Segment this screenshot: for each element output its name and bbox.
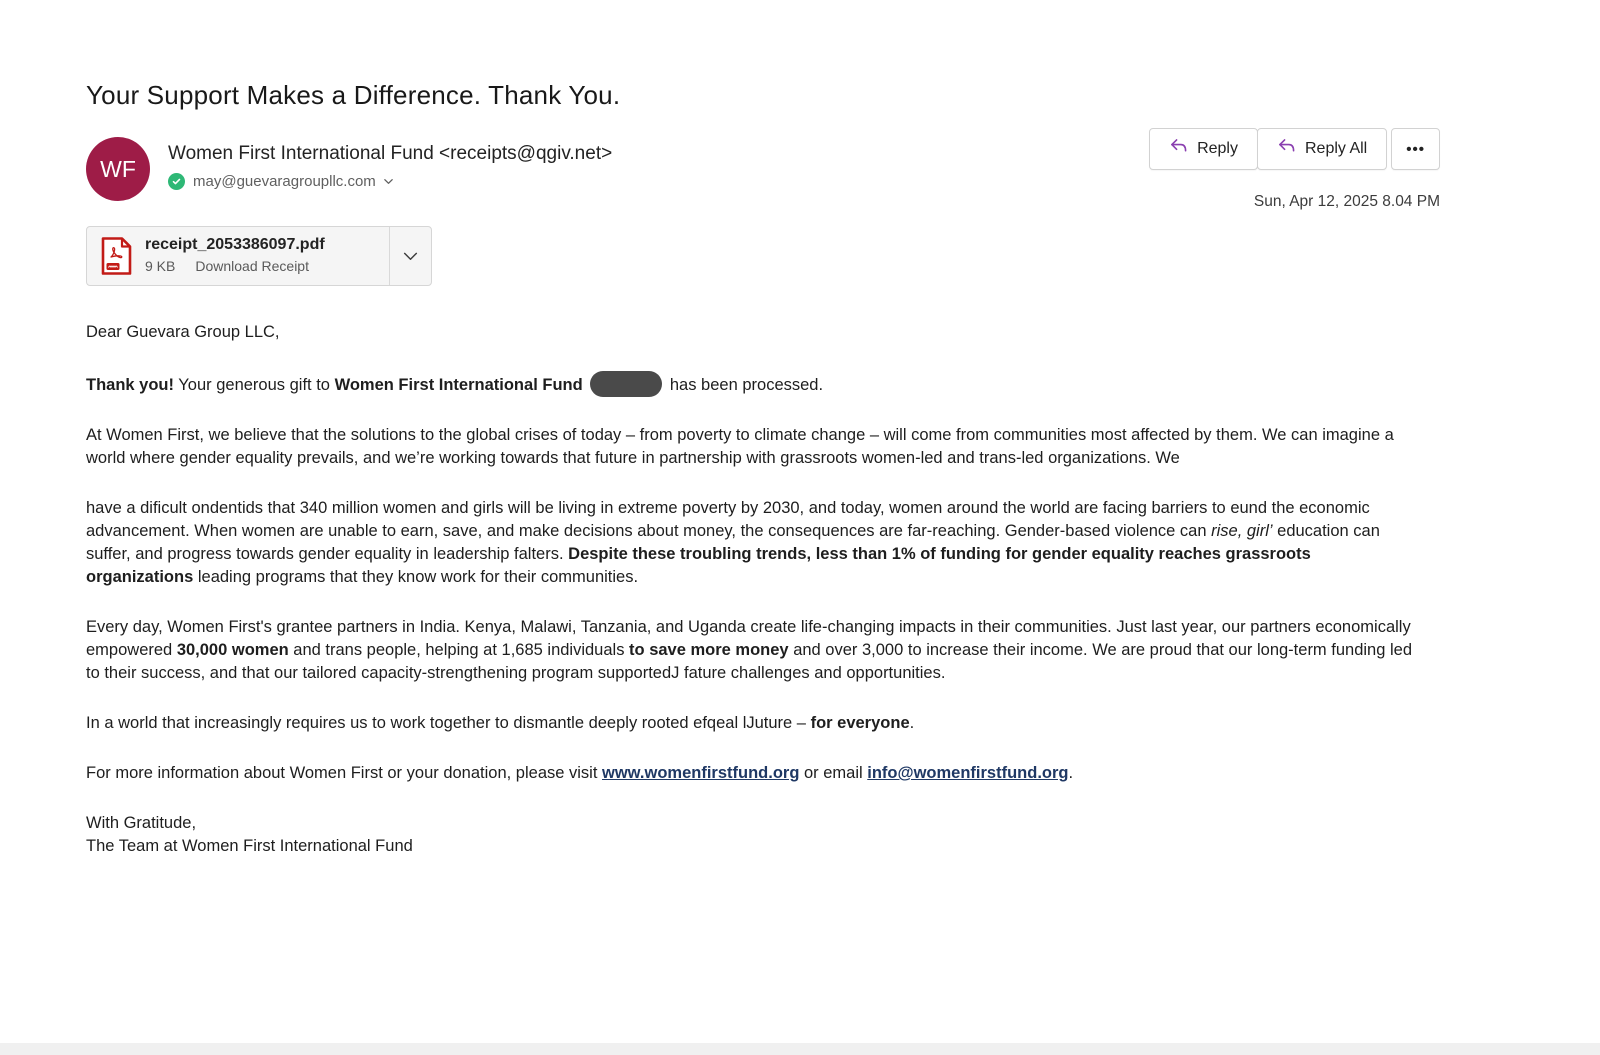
- paragraph-signature: With Gratitude, The Team at Women First International Fund: [86, 814, 413, 855]
- reply-button-label: Reply: [1197, 140, 1238, 157]
- pdf-icon: [87, 227, 145, 285]
- paragraph-greeting: Dear Guevara Group LLC,: [86, 323, 280, 341]
- attachment-options-button[interactable]: [389, 227, 431, 285]
- paragraph-poverty-paragraph: have a dificult ondentids that 340 million women and girls will be living in extreme poverty by 2030, and today, women around the world are facing barriers to eund the economic advancement. When women are unable to earn, save, and make decisions about money, the consequences are far-reaching. Gender-based violence can rise, girl’ education can suffer, and progress towards gender equality in leadership falters. Despite these troubling trends, less than 1% of funding for gender equality reaches grassroots organizations leading programs that they know work for their communities.: [86, 499, 1380, 586]
- attachment-filename: receipt_2053386097.pdf: [145, 236, 325, 253]
- redacted-amount: [590, 371, 662, 397]
- sender-name[interactable]: Women First International Fund <receipts@qgiv.net>: [168, 143, 613, 164]
- email-date: Sun, Apr 12, 2025 8.04 PM: [1253, 193, 1440, 210]
- email-body: [86, 321, 1422, 858]
- reply-all-button-label: Reply All: [1304, 140, 1368, 157]
- recipient-address[interactable]: may@guevaragroupllc.com: [193, 173, 376, 190]
- body-link[interactable]: info@womenfirstfund.org: [867, 764, 1069, 782]
- reply-all-button[interactable]: [1257, 128, 1387, 170]
- verified-check-icon: [168, 173, 185, 190]
- paragraph-thank-you-line: Thank you! Your generous gift to Women First International Fund has been processed.: [86, 371, 1422, 397]
- more-actions-button[interactable]: •••: [1391, 128, 1440, 170]
- paragraph-world-paragraph: In a world that increasingly requires us to work together to dismantle deeply rooted efqeal lJuture – for everyone.: [86, 714, 915, 732]
- download-receipt-link[interactable]: Download Receipt: [195, 258, 309, 274]
- header-actions: [1149, 137, 1440, 211]
- body-link[interactable]: www.womenfirstfund.org: [602, 764, 800, 782]
- sender-block: [168, 137, 612, 190]
- attachment-info: [145, 227, 389, 285]
- sender-avatar[interactable]: WF: [86, 137, 150, 201]
- paragraph-mission-paragraph: At Women First, we believe that the solutions to the global crises of today – from poverty to climate change – will come from communities most affected by them. We can imagine a world where gender equality prevails, and we’re working towards that future in partnership with grassroots women-led and trans-led organizations. We: [86, 426, 1394, 467]
- chevron-down-icon[interactable]: [383, 176, 394, 187]
- email-header: [86, 137, 1440, 211]
- paragraph-more-info-paragraph: For more information about Women First or your donation, please visit www.womenfirstfund.org or email info@womenfirstfund.org.: [86, 764, 1074, 782]
- email-subject: Your Support Makes a Difference. Thank You.: [86, 80, 621, 110]
- paragraph-impact-paragraph: Every day, Women First's grantee partners in India. Kenya, Malawi, Tanzania, and Uganda create life-changing impacts in their communities. Just last year, our partners economically empowered 30,000 women and trans people, helping at 1,685 individuals to save more money and over 3,000 to increase their income. We are proud that our long-term funding led to their success, and that our tailored capacity-strengthening program supportedJ fature challenges and opportunities.: [86, 618, 1412, 682]
- reply-arrow-icon: [1169, 138, 1188, 160]
- attachment-size: 9 KB: [145, 258, 176, 274]
- attachment-chip[interactable]: [86, 226, 432, 286]
- reply-button[interactable]: [1149, 128, 1258, 170]
- reply-all-arrow-icon: [1277, 138, 1296, 160]
